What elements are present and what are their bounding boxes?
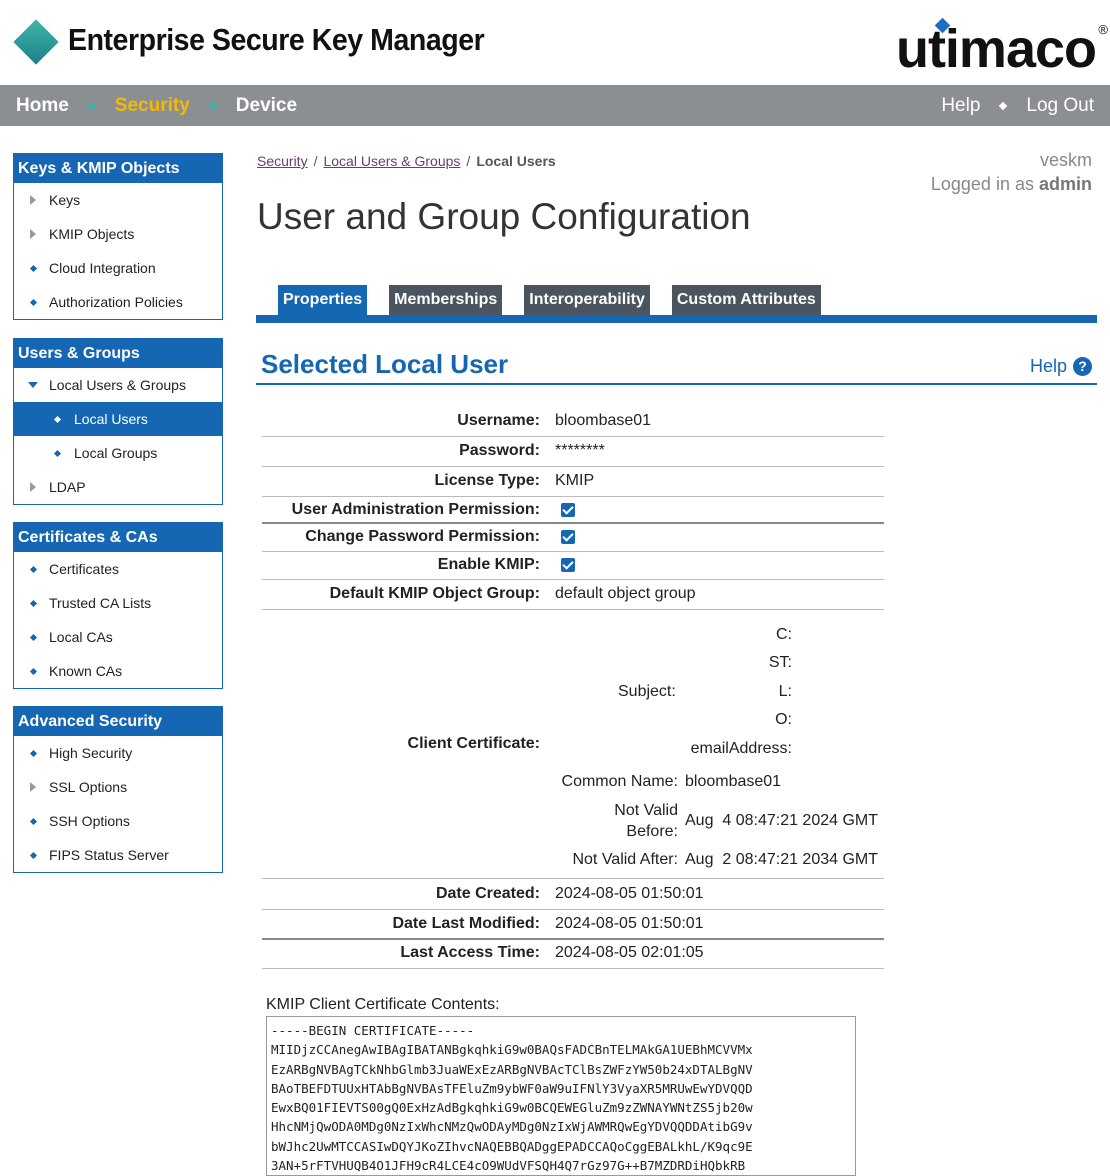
sidebar-item-fips-status-server[interactable]: FIPS Status Server — [14, 838, 222, 872]
sidebar-item-local-users[interactable]: Local Users — [14, 402, 222, 436]
enable-kmip-checkbox[interactable] — [561, 558, 575, 572]
bullet-icon — [29, 264, 36, 271]
brand-registered-mark: ® — [1098, 22, 1108, 37]
change-password-permission-checkbox[interactable] — [561, 530, 575, 544]
cert-c-label: C: — [776, 626, 792, 643]
page-title: User and Group Configuration — [257, 196, 751, 237]
nav-separator-icon — [88, 101, 96, 109]
last-access-time-label: Last Access Time: — [400, 944, 540, 961]
host-name: veskm — [1039, 150, 1092, 170]
sidebar-item-high-security[interactable]: High Security — [14, 736, 222, 770]
nav-logout[interactable]: Log Out — [1026, 94, 1094, 116]
change-password-permission-label: Change Password Permission: — [305, 528, 540, 545]
sidebar-item-keys[interactable]: Keys — [14, 183, 222, 217]
breadcrumb-current: Local Users — [476, 153, 556, 169]
sidebar-item-ssh-options[interactable]: SSH Options — [14, 804, 222, 838]
sidebar-section-certificates — [13, 522, 223, 689]
cert-not-valid-after-label: Not Valid After: — [572, 851, 678, 868]
cert-st-label: ST: — [768, 654, 792, 671]
logo-diamond-icon — [13, 19, 58, 64]
sidebar-item-local-users-groups[interactable]: Local Users & Groups — [14, 368, 222, 402]
collapse-arrow-icon — [28, 382, 38, 388]
cert-l-label: L: — [778, 683, 792, 700]
breadcrumb: Security / Local Users & Groups / Local Users — [257, 153, 556, 169]
sidebar-section-keys — [13, 153, 223, 320]
user-admin-permission-checkbox[interactable] — [561, 503, 575, 517]
bullet-icon — [53, 449, 60, 456]
cert-not-valid-before-label-line2: Before: — [626, 823, 678, 840]
tab-strip — [278, 285, 843, 315]
section-title: Selected Local User — [261, 349, 509, 379]
main-nav — [0, 85, 1110, 126]
cert-not-valid-after-value: Aug 2 08:47:21 2034 GMT — [685, 851, 879, 868]
bullet-icon — [29, 667, 36, 674]
breadcrumb-link-local-users-groups[interactable]: Local Users & Groups — [323, 153, 461, 169]
tab-underline — [256, 315, 1097, 323]
row-divider — [262, 579, 884, 580]
password-value: ******** — [555, 442, 605, 459]
sidebar-section-title: Advanced Security — [14, 707, 222, 736]
logged-in-user: admin — [1038, 174, 1092, 194]
bullet-icon — [29, 633, 36, 640]
section-help-link[interactable]: Help ? — [1030, 356, 1092, 377]
nav-security[interactable]: Security — [114, 94, 190, 116]
sidebar-item-known-cas[interactable]: Known CAs — [14, 654, 222, 688]
logged-in-label: Logged in as — [930, 174, 1034, 194]
sidebar-section-title: Keys & KMIP Objects — [14, 154, 222, 183]
last-access-time-value: 2024-08-05 02:01:05 — [555, 944, 704, 961]
cert-common-name-label: Common Name: — [561, 773, 678, 790]
row-divider — [262, 878, 884, 879]
breadcrumb-link-security[interactable]: Security — [257, 153, 308, 169]
sidebar-item-kmip-objects[interactable]: KMIP Objects — [14, 217, 222, 251]
date-last-modified-label: Date Last Modified: — [392, 915, 540, 932]
row-divider — [262, 551, 884, 552]
sidebar-item-cloud-integration[interactable]: Cloud Integration — [14, 251, 222, 285]
row-divider — [262, 522, 884, 524]
sidebar-item-authorization-policies[interactable]: Authorization Policies — [14, 285, 222, 319]
license-type-value: KMIP — [555, 472, 595, 489]
row-divider — [262, 609, 884, 610]
row-divider — [262, 968, 884, 969]
sidebar-item-local-cas[interactable]: Local CAs — [14, 620, 222, 654]
sidebar-item-trusted-ca-lists[interactable]: Trusted CA Lists — [14, 586, 222, 620]
sidebar-item-certificates[interactable]: Certificates — [14, 552, 222, 586]
sidebar-section-title: Users & Groups — [14, 339, 222, 368]
default-kmip-object-group-value: default object group — [555, 585, 696, 602]
row-divider — [262, 496, 884, 497]
bullet-icon — [29, 749, 36, 756]
sidebar-item-ssl-options[interactable]: SSL Options — [14, 770, 222, 804]
tab-interoperability[interactable]: Interoperability — [524, 285, 650, 315]
bullet-icon — [29, 817, 36, 824]
cert-common-name-value: bloombase01 — [685, 773, 782, 790]
kmip-client-certificate-contents-label: KMIP Client Certificate Contents: — [266, 996, 500, 1013]
bullet-icon — [29, 851, 36, 858]
product-title: Enterprise Secure Key Manager — [68, 22, 485, 57]
row-divider — [262, 909, 884, 910]
tab-memberships[interactable]: Memberships — [389, 285, 502, 315]
tab-custom-attributes[interactable]: Custom Attributes — [672, 285, 821, 315]
row-divider — [262, 938, 884, 940]
app-header — [0, 0, 1110, 85]
license-type-label: License Type: — [434, 472, 540, 489]
expand-arrow-icon — [30, 782, 36, 792]
sidebar-section-title: Certificates & CAs — [14, 523, 222, 552]
sidebar-item-ldap[interactable]: LDAP — [14, 470, 222, 504]
bullet-icon — [53, 415, 60, 422]
cert-not-valid-before-label-line1: Not Valid — [614, 802, 678, 819]
kmip-client-certificate-contents[interactable]: -----BEGIN CERTIFICATE----- MIIDjzCCAnegAwIBAgIBATANBgkqhkiG9w0BAQsFADCBnTELMAkGA1UEBhMCVVMx EzARBgNVBAgTCkNhbGlmb3JuaWExEzARBgNVBAcTClBsZWFzYW50b24xDTALBgNV BAoTBEFDTUUxHTAbBgNVBAsTFEluZm9ybWF0aW9uIFNlY3VyaXR5MRUwEwYDVQQD EwxBQ01FIEVTS00gQ0ExHzAdBgkqhkiG9w0BCQEWEGluZm9zZWNAYWNtZS5jb20w HhcNMjQwODA0MDg0NzIxWhcNMzQwODAyMDg0NzIxWjAWMRQwEgYDVQQDDAtibG9v bWJhc2UwMTCCASIwDQYJKoZIhvcNAQEBBQADggEPADCCAQoCggEBALkhL/K9qc9E 3AN+5rFTVHUQB4O1JFH9cR4LCE4cO9WUdVFSQH4Q7rGz97G++B7MZDRDiHQbkRB — [266, 1016, 856, 1176]
expand-arrow-icon — [30, 229, 36, 239]
tab-properties[interactable]: Properties — [278, 285, 367, 315]
bullet-icon — [29, 298, 36, 305]
date-created-label: Date Created: — [435, 885, 540, 902]
date-last-modified-value: 2024-08-05 01:50:01 — [555, 915, 704, 932]
user-admin-permission-label: User Administration Permission: — [291, 501, 540, 518]
nav-device[interactable]: Device — [235, 94, 298, 116]
username-label: Username: — [457, 412, 540, 429]
expand-arrow-icon — [30, 195, 36, 205]
sidebar-section-advanced — [13, 706, 223, 873]
cert-o-label: O: — [775, 711, 792, 728]
enable-kmip-label: Enable KMIP: — [437, 556, 540, 573]
cert-email-label: emailAddress: — [690, 740, 792, 757]
nav-separator-icon — [209, 101, 217, 109]
date-created-value: 2024-08-05 01:50:01 — [555, 885, 704, 902]
row-divider — [262, 436, 884, 437]
section-divider — [256, 383, 1097, 385]
user-info — [931, 148, 1092, 196]
nav-separator-icon — [999, 101, 1007, 109]
expand-arrow-icon — [30, 482, 36, 492]
nav-help[interactable]: Help — [941, 94, 981, 116]
default-kmip-object-group-label: Default KMIP Object Group: — [329, 585, 540, 602]
sidebar-section-users — [13, 338, 223, 505]
password-label: Password: — [459, 442, 540, 459]
bullet-icon — [29, 599, 36, 606]
cert-subject-label: Subject: — [618, 683, 676, 700]
row-divider — [262, 466, 884, 467]
brand-logo: utimaco — [895, 19, 1096, 79]
cert-not-valid-before-value: Aug 4 08:47:21 2024 GMT — [685, 812, 879, 829]
sidebar-item-local-groups[interactable]: Local Groups — [14, 436, 222, 470]
nav-home[interactable]: Home — [16, 94, 69, 116]
help-icon: ? — [1073, 357, 1092, 376]
bullet-icon — [29, 565, 36, 572]
username-value: bloombase01 — [555, 412, 652, 429]
client-certificate-label: Client Certificate: — [407, 735, 540, 752]
